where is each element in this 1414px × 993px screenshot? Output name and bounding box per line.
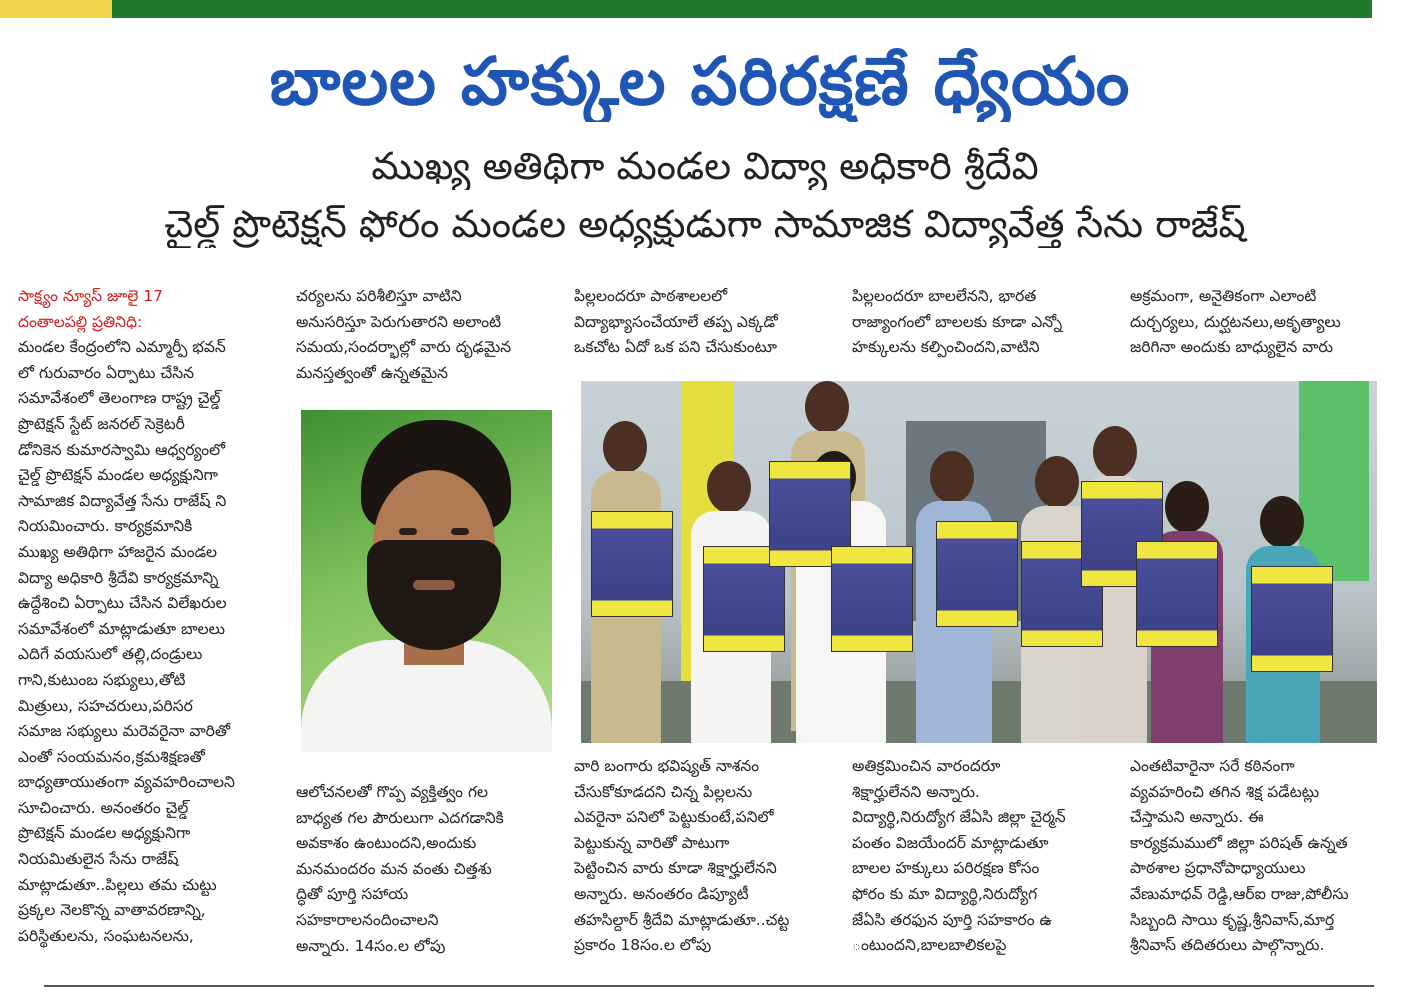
text-line: మాట్లాడుతూ..పిల్లలు తమ చుట్టు: [18, 875, 217, 894]
text-line: చర్యలను పరిశీలిస్తూ వాటిని: [296, 287, 462, 305]
text-line: పిల్లలందరూ పాఠశాలలలో: [574, 287, 728, 305]
text-line: ఫోరం కు మా విద్యార్థి,నిరుద్యోగ: [852, 884, 1038, 903]
text-line: ప్రకారం 18సం.ల లోపు: [574, 936, 712, 955]
text-line: ద్ధితో పూర్తి సహాయ: [296, 885, 409, 904]
text-line: బాధ్యతాయుతంగా వ్యవహరించాలని: [18, 773, 235, 792]
bottom-rule: [44, 985, 1374, 987]
text-line: ఎవరైనా పనిలో పెట్టుకుంటే,పనిలో: [574, 808, 774, 827]
text-line: అన్నారు. 14సం.ల లోపు: [296, 936, 446, 955]
text-line: ఆలోచనలతో గొప్ప వ్యక్తిత్వం గల: [296, 783, 488, 801]
text-line: హక్కులను కల్పించిందని,వాటిని: [852, 338, 1040, 357]
text-line: దుర్చర్యలు, దుర్ఘటనలు,అకృత్యాలు: [1130, 312, 1341, 331]
text-line: సమావేశంలో మాట్లాడుతూ బాలలు: [18, 619, 225, 638]
text-line: సమావేశంలో తెలంగాణ రాష్ట్ర చైల్డ్: [18, 389, 221, 408]
text-line: జేఏసి తరఫున పూర్తి సహకారం ఉ: [852, 910, 1052, 929]
text-line: జరిగినా అందుకు బాధ్యులైన వారు: [1130, 338, 1333, 357]
text-line: విద్యా అధికారి శ్రీదేవి కార్యక్రమాన్ని: [18, 568, 219, 587]
column-4-top-text: [852, 284, 1114, 361]
text-line: అక్రమంగా, అనైతికంగా ఎలాంటి: [1130, 287, 1317, 305]
text-line: పాఠశాల ప్రధానోపాధ్యాయులు: [1130, 859, 1306, 878]
column-2-top-text: [296, 284, 558, 386]
text-line: సిబ్బంది సాయి కృష్ణ,శ్రీనివాస్,మార్త: [1130, 910, 1335, 929]
text-line: సహకారాలనందించాలని: [296, 910, 439, 929]
text-line: మనమందరం మన వంతు చిత్తశు: [296, 859, 492, 878]
text-line: సమాజ సభ్యులు మరెవరైనా వారితో: [18, 722, 230, 741]
text-line: పిల్లలందరూ బాలలేనని, భారత: [852, 287, 1037, 305]
text-line: నియమించారు. కార్యక్రమానికి: [18, 517, 193, 536]
text-line: మండల కేంద్రంలోని ఎమ్మార్పీ భవన్: [18, 338, 226, 357]
dateline-source: సాక్ష్యం న్యూస్ జూలై 17: [18, 287, 164, 305]
text-line: విద్యార్థి,నిరుద్యోగ జేఏసి జిల్లా చైర్మన్: [852, 808, 1066, 827]
article-column-2-top: [296, 284, 558, 394]
text-line: డోనికెన కుమారస్వామి ఆధ్వర్యంలో: [18, 440, 226, 459]
text-line: పరిస్థితులను, సంఘటనలను,: [18, 926, 194, 945]
text-line: విద్యాభ్యాసంచేయాలే తప్ప ఎక్కడో: [574, 312, 778, 331]
text-line: బాధ్యత గల పౌరులుగా ఎదగడానికి: [296, 808, 504, 827]
text-line: సమయ,సందర్భాల్లో వారు దృఢమైన: [296, 338, 512, 357]
text-line: ప్రొటెక్షన్ మండల అధ్యక్షునిగా: [18, 824, 191, 843]
column-4-bottom-text: [852, 754, 1114, 959]
text-line: వేణుమాధవ్ రెడ్డి,ఆర్ఐ రాజు,పోలీసు: [1130, 884, 1349, 903]
article-column-2-bottom: [296, 780, 558, 965]
column-1-text: [18, 335, 276, 949]
text-line: అవకాశం ఉంటుందని,అందుకు: [296, 834, 477, 853]
text-line: నియమితులైన సేను రాజేష్: [18, 850, 179, 869]
text-line: ఉద్దేశించి ఏర్పాటు చేసిన విలేఖరుల: [18, 594, 227, 613]
text-line: పెట్టుకున్న వారితో పాటుగా: [574, 833, 730, 852]
text-line: తహసిల్దార్ శ్రీదేవి మాట్లాడుతూ..చట్ట: [574, 910, 790, 929]
text-line: ప్రొటెక్షన్ స్టేట్ జనరల్ సెక్రెటరీ: [18, 414, 185, 433]
text-line: అతిక్రమించిన వారందరూ: [852, 757, 1001, 775]
text-line: చేస్తామని అన్నారు. ఈ: [1130, 808, 1264, 827]
column-3-top-text: [574, 284, 832, 361]
text-line: శిక్షార్హులేనని అన్నారు.: [852, 782, 980, 801]
text-line: చేసుకోకూడదని చిన్న పిల్లలను: [574, 782, 753, 801]
text-line: వ్యవహరించి తగిన శిక్ష పడేటట్లు: [1130, 782, 1320, 801]
portrait-photo: [301, 410, 552, 752]
text-line: చైల్డ్ ప్రొటెక్షన్ మండల అధ్యక్షునిగా: [18, 466, 218, 485]
article-column-3-bottom: [574, 754, 836, 964]
column-3-bottom-text: [574, 754, 836, 959]
text-line: గాని,కుటుంబ సభ్యులు,తోటి: [18, 670, 186, 689]
article-column-1: [18, 284, 276, 964]
text-line: అనుసరిస్తూ పెరుగుతారని అలాంటి: [296, 312, 502, 331]
article-column-3-top: [574, 284, 832, 364]
dateline-place: దంతాలపల్లి ప్రతినిధి:: [18, 312, 143, 331]
text-line: మనస్తత్వంతో ఉన్నతమైన: [296, 363, 449, 382]
text-line: అన్నారు. అనంతరం డిప్యూటీ: [574, 884, 749, 903]
article-column-5-top: [1130, 284, 1392, 364]
subheading-1: ముఖ్య అతిథిగా మండల విద్యా అధికారి శ్రీదేవి: [371, 144, 1039, 188]
text-line: బాలల హక్కులు పరిరక్షణ కోసం: [852, 859, 1040, 878]
text-line: ఎదిగే వయసులో తల్లి,దండ్రులు: [18, 645, 203, 664]
subheading-2: చైల్డ్ ప్రొటెక్షన్ ఫోరం మండల అధ్యక్షుడుగా సామాజిక విద్యావేత్త సేను రాజేష్: [164, 202, 1246, 246]
text-line: ముఖ్య అతిథిగా హాజరైన మండల: [18, 542, 218, 561]
top-bar-yellow: [0, 0, 112, 18]
text-line: శ్రీనివాస్ తదితరులు పాల్గొన్నారు.: [1130, 936, 1325, 955]
text-line: మిత్రులు, సహచరులు,పరిసర: [18, 696, 193, 715]
text-line: పంతం విజయేందర్ మాట్లాడుతూ: [852, 833, 1049, 852]
text-line: ఎంతటివారైనా సరే కఠినంగా: [1130, 757, 1295, 775]
column-5-top-text: [1130, 284, 1392, 361]
text-line: ఎంతో సంయమనం,క్రమశిక్షణతో: [18, 747, 205, 766]
text-line: ప్రక్కల నెలకొన్న వాతావరణాన్ని,: [18, 901, 206, 920]
group-photo: [581, 381, 1377, 743]
text-line: కార్యక్రమములో జిల్లా పరిషత్ ఉన్నత: [1130, 833, 1348, 852]
column-2-bottom-text: [296, 780, 558, 959]
text-line: వారి బంగారు భవిష్యత్ నాశనం: [574, 757, 760, 775]
text-line: పెట్టించిన వారు కూడా శిక్షార్హులేనని: [574, 859, 777, 878]
text-line: లో గురువారం ఏర్పాటు చేసిన: [18, 363, 194, 382]
article-column-5-bottom: [1130, 754, 1392, 964]
text-line: ంటుందని,బాలబాలికలపై: [852, 936, 1007, 955]
text-line: సూచించారు. అనంతరం చైల్డ్: [18, 798, 189, 817]
column-5-bottom-text: [1130, 754, 1392, 959]
text-line: సామాజిక విద్యావేత్త సేను రాజేష్ ని: [18, 491, 227, 510]
headline: బాలల హక్కుల పరిరక్షణే ధ్యేయం: [269, 43, 1131, 120]
text-line: ఒకచోట ఏదో ఒక పని చేసుకుంటూ: [574, 338, 777, 357]
article-column-4-bottom: [852, 754, 1114, 964]
top-bar-green: [112, 0, 1372, 18]
text-line: రాజ్యాంగంలో బాలలకు కూడా ఎన్నో: [852, 312, 1063, 331]
article-column-4-top: [852, 284, 1114, 364]
